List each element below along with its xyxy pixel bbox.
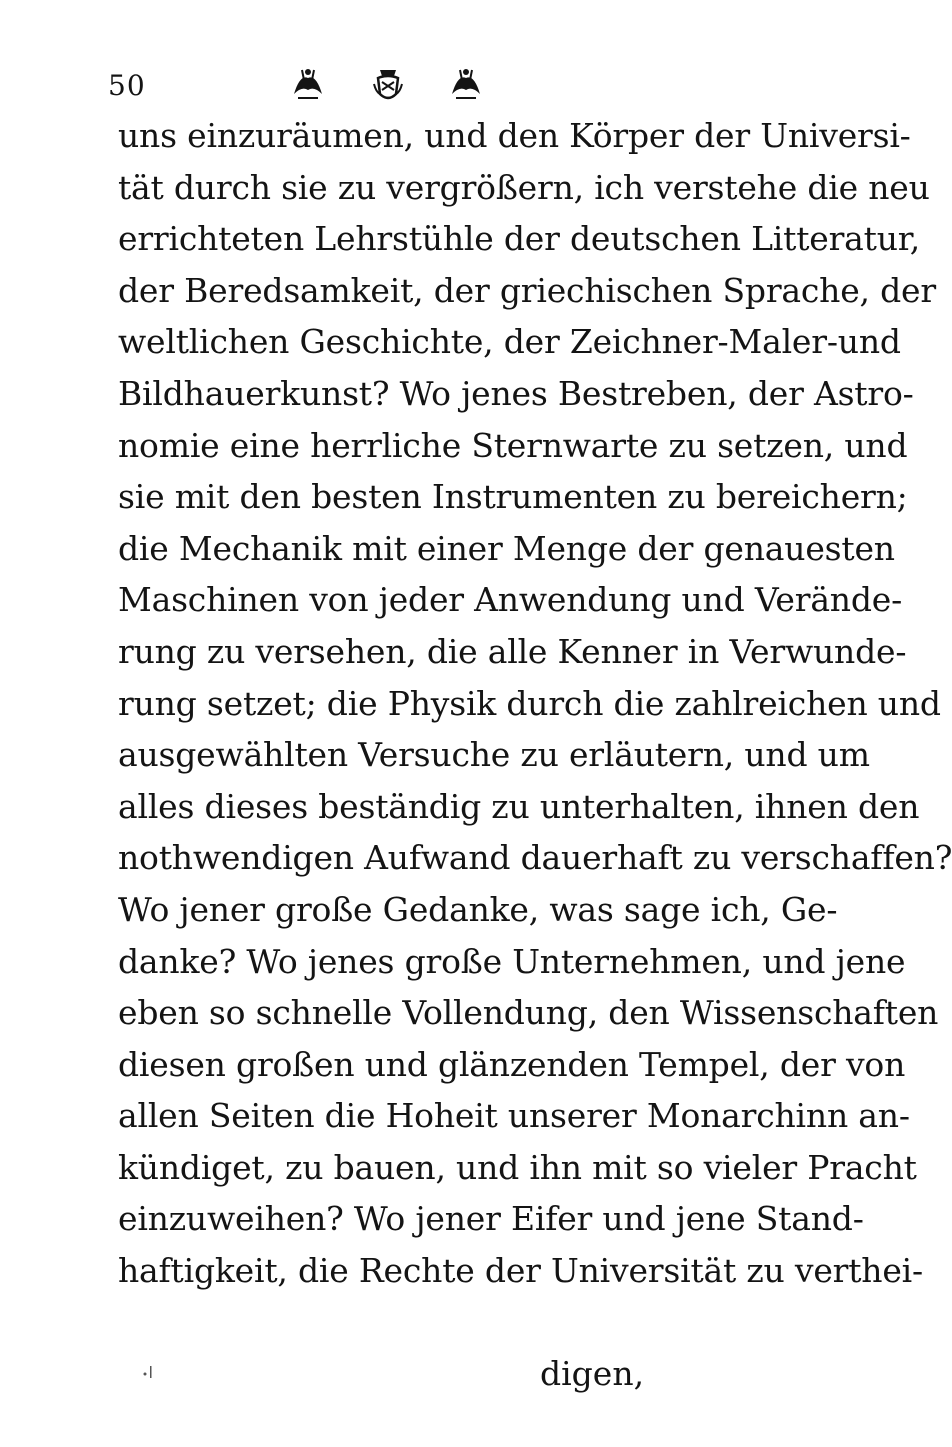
ink-speck [142, 1362, 154, 1382]
text-line: alles dieses beständig zu unterhalten, ihnen den [118, 786, 920, 826]
text-line: weltlichen Geschichte, der Zeichner-Maler-und [118, 322, 901, 362]
text-line: ausgewählten Versuche zu erläutern, und um [118, 735, 870, 775]
fleuron-right-icon [448, 64, 484, 104]
catchword: digen, [540, 1354, 645, 1393]
text-line: rung zu versehen, die alle Kenner in Verwunde- [118, 631, 907, 671]
text-line: diesen großen und glänzenden Tempel, der von [118, 1044, 906, 1084]
text-line: Maschinen von jeder Anwendung und Verände- [118, 580, 903, 620]
text-line: uns einzuräumen, und den Körper der Universi- [118, 116, 911, 155]
text-line: rung setzet; die Physik durch die zahlreichen und [118, 683, 941, 723]
text-line: haftigkeit, die Rechte der Universität zu verthei- [118, 1251, 923, 1291]
crest-icon [370, 64, 406, 104]
text-line: allen Seiten die Hoheit unserer Monarchinn an- [118, 1096, 910, 1136]
text-line: tät durch sie zu vergrößern, ich verstehe die neu [118, 167, 930, 207]
text-line: die Mechanik mit einer Menge der genauesten [118, 528, 895, 568]
text-line: kündiget, zu bauen, und ihn mit so vieler Pracht [118, 1147, 917, 1187]
body-text [118, 110, 952, 1297]
text-line: eben so schnelle Vollendung, den Wissenschaften [118, 993, 939, 1033]
page-number: 50 [108, 69, 146, 102]
text-line: Bildhauerkunst? Wo jenes Bestreben, der Astro- [118, 373, 914, 413]
fleuron-left-icon [290, 64, 326, 104]
text-line: Wo jener große Gedanke, was sage ich, Ge- [118, 889, 838, 929]
text-line: nomie eine herrliche Sternwarte zu setzen, und [118, 425, 908, 465]
text-line: danke? Wo jenes große Unternehmen, und jene [118, 941, 906, 981]
text-line: sie mit den besten Instrumenten zu bereichern; [118, 477, 908, 517]
text-line: der Beredsamkeit, der griechischen Sprache, der [118, 270, 936, 310]
text-line: nothwendigen Aufwand dauerhaft zu verschaffen? [118, 838, 952, 878]
text-line: einzuweihen? Wo jener Eifer und jene Stand- [118, 1199, 864, 1239]
page-header [108, 62, 668, 112]
text-line: errichteten Lehrstühle der deutschen Litteratur, [118, 219, 920, 259]
